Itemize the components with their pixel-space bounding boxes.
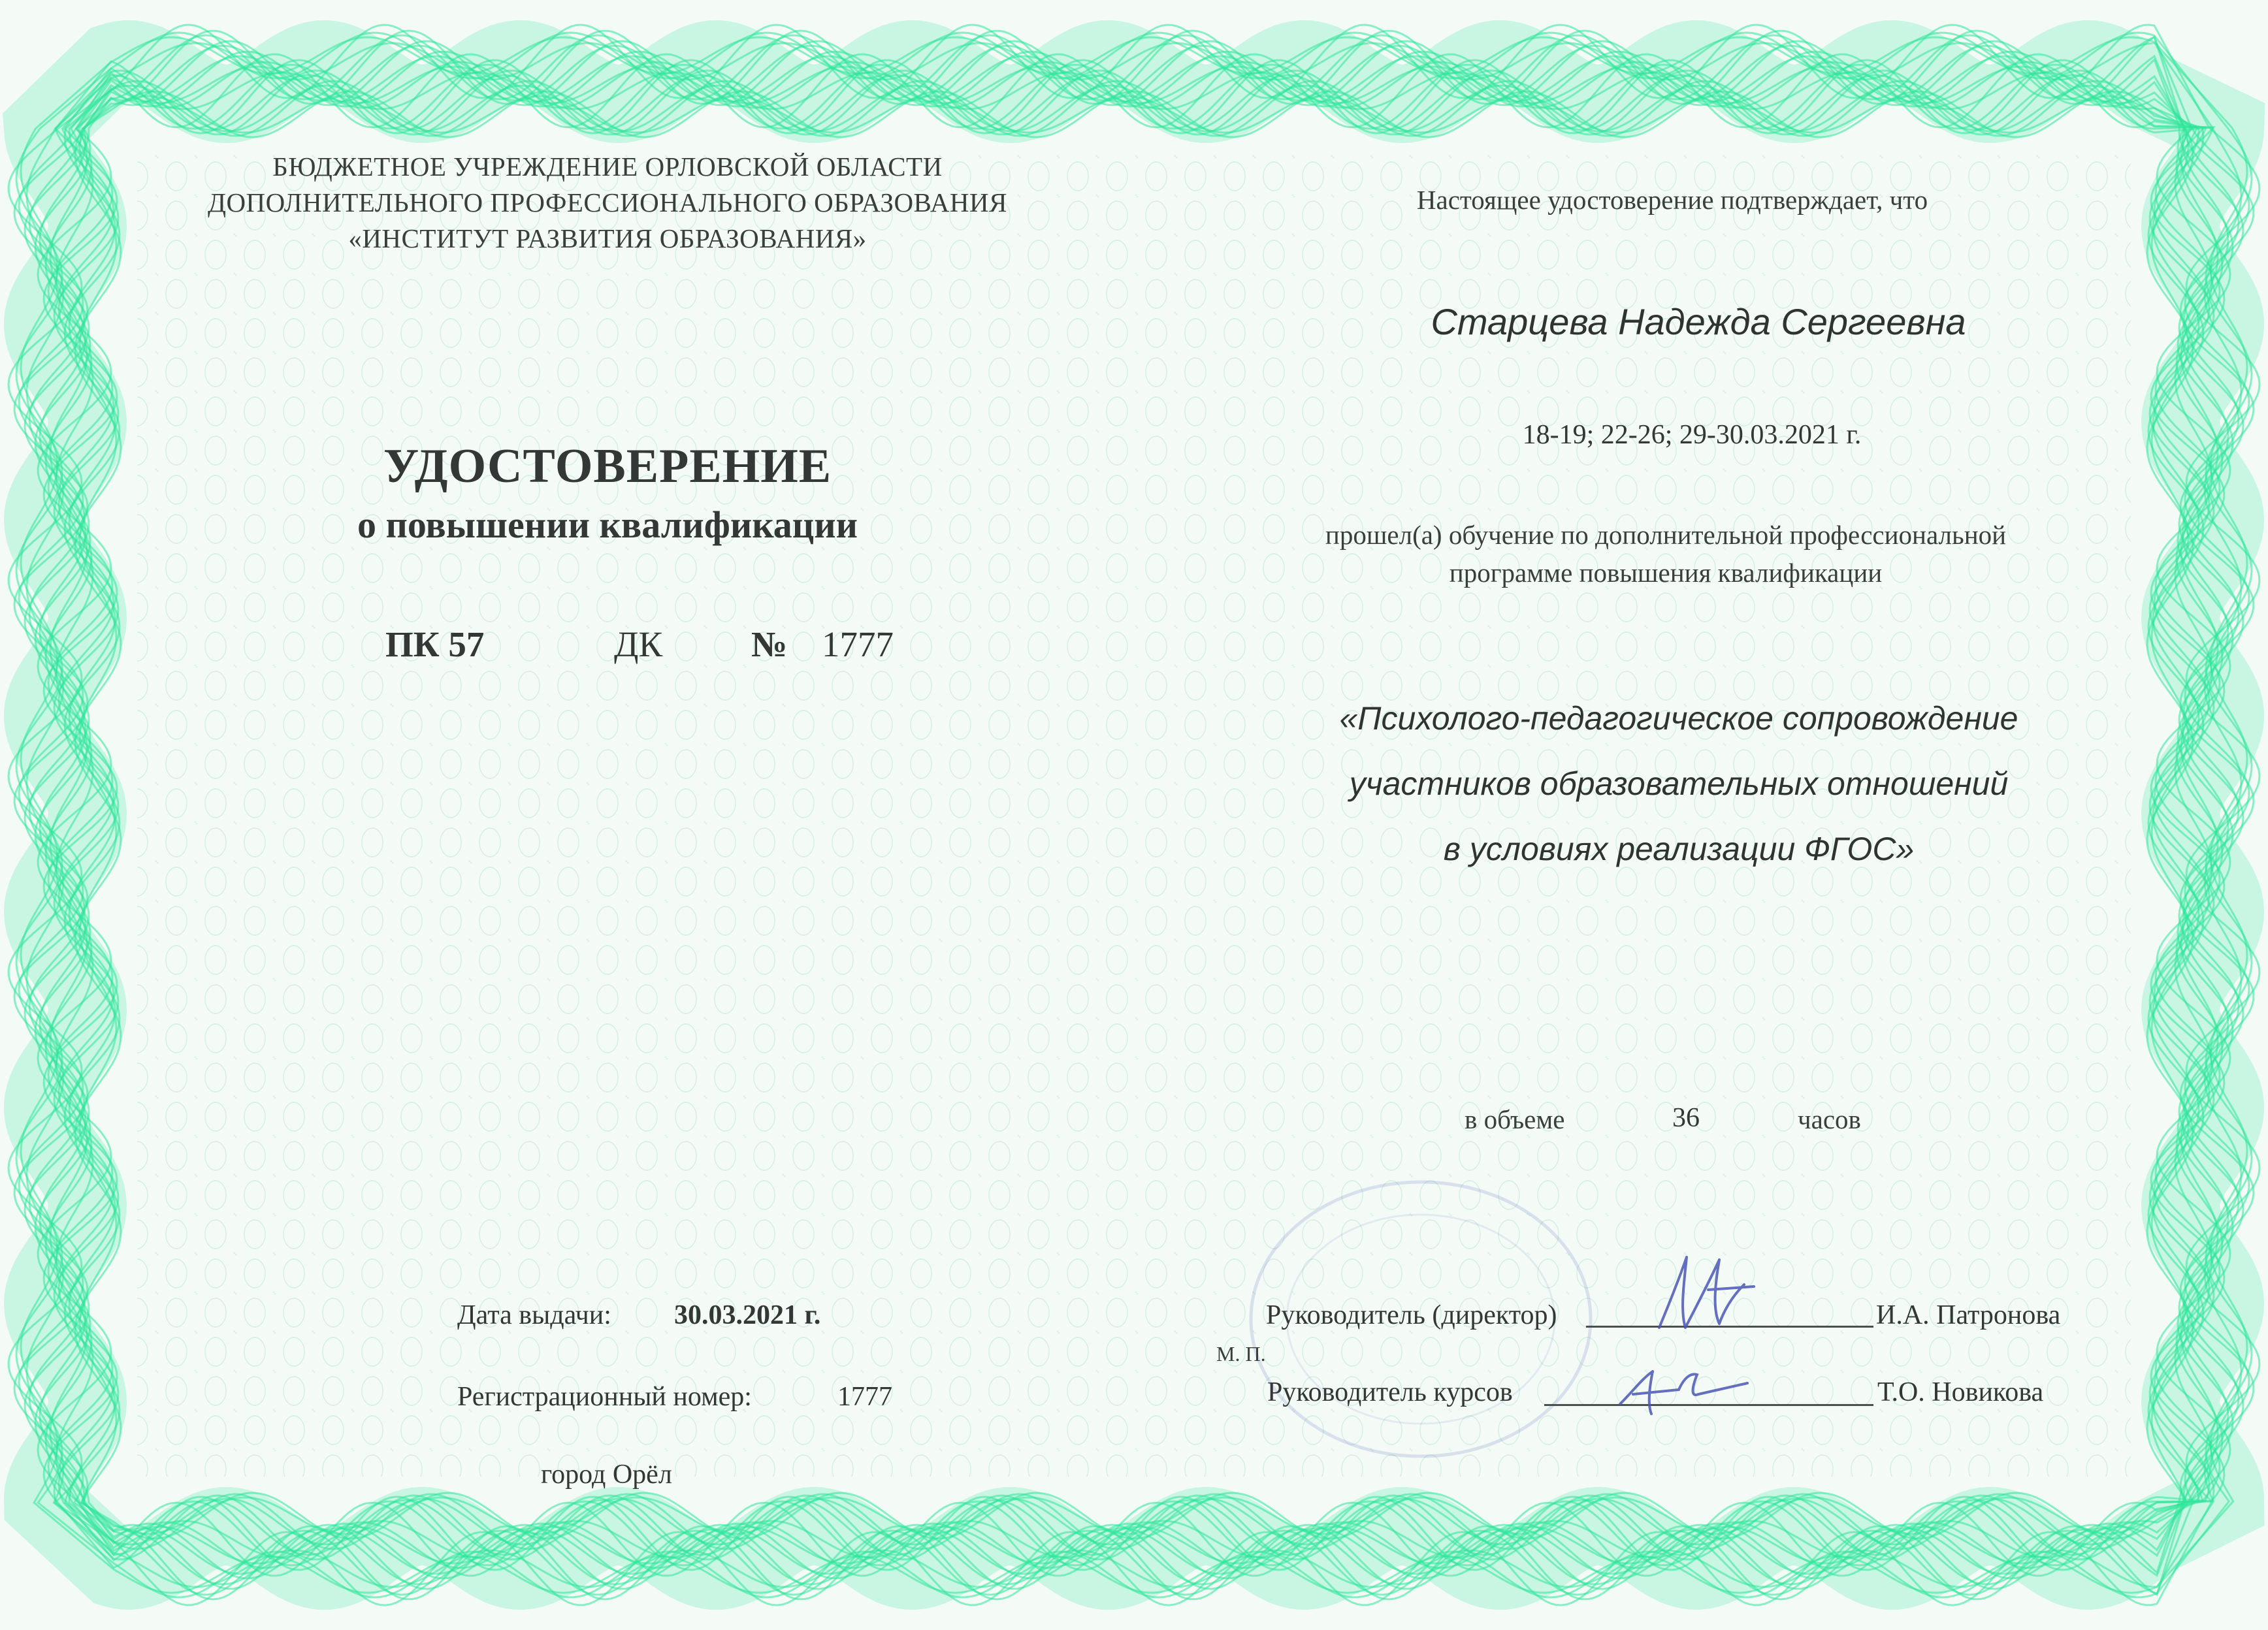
courses-signature (1607, 1358, 1757, 1424)
org-line-1: БЮДЖЕТНОЕ УЧРЕЖДЕНИЕ ОРЛОВСКОЙ ОБЛАСТИ (272, 152, 943, 182)
confirms-text: Настоящее удостоверение подтверждает, что (1416, 185, 1928, 215)
serial-series: ДК (614, 624, 663, 664)
passed-line-2: программе повышения квалификации (1449, 558, 1883, 588)
registration-label: Регистрационный номер: (457, 1382, 752, 1412)
program-line-3: в условиях реализации ФГОС» (1443, 831, 1915, 867)
program-line-1: «Психолого-педагогическое сопровождение (1339, 700, 2018, 737)
issue-date: 30.03.2021 г. (674, 1300, 821, 1330)
stamp-label: М. П. (1216, 1342, 1266, 1366)
program-line-2: участников образовательных отношений (1349, 765, 2009, 802)
issue-date-label: Дата выдачи: (457, 1300, 611, 1330)
document-subtitle: о повышении квалификации (357, 503, 858, 546)
registration-number: 1777 (837, 1382, 892, 1412)
city: город Орёл (541, 1460, 672, 1490)
org-line-3: «ИНСТИТУТ РАЗВИТИЯ ОБРАЗОВАНИЯ» (348, 223, 867, 253)
training-dates: 18-19; 22-26; 29-30.03.2021 г. (1522, 420, 1862, 450)
recipient-name: Старцева Надежда Сергеевна (1431, 301, 1966, 342)
serial-prefix: ПК 57 (385, 624, 485, 664)
director-signature (1646, 1251, 1777, 1339)
hours-label: часов (1798, 1104, 1861, 1134)
program-title (1215, 686, 2143, 882)
organization-header (144, 149, 1071, 257)
courses-head-label: Руководитель курсов (1267, 1377, 1513, 1407)
org-line-2: ДОПОЛНИТЕЛЬНОГО ПРОФЕССИОНАЛЬНОГО ОБРАЗОВАНИЯ (207, 187, 1007, 217)
certificate-number: 1777 (822, 624, 894, 664)
courses-head-name: Т.О. Новикова (1877, 1377, 2044, 1407)
document-title: УДОСТОВЕРЕНИЕ (383, 439, 832, 493)
passed-training-text (1202, 516, 2130, 592)
volume-label: в объеме (1465, 1104, 1565, 1134)
director-name: И.А. Патронова (1876, 1300, 2061, 1330)
passed-line-1: прошел(а) обучение по дополнительной профессиональной (1325, 520, 2007, 550)
director-label: Руководитель (директор) (1266, 1300, 1557, 1330)
hours-value: 36 (1672, 1103, 1700, 1133)
number-sign: № (751, 624, 788, 664)
